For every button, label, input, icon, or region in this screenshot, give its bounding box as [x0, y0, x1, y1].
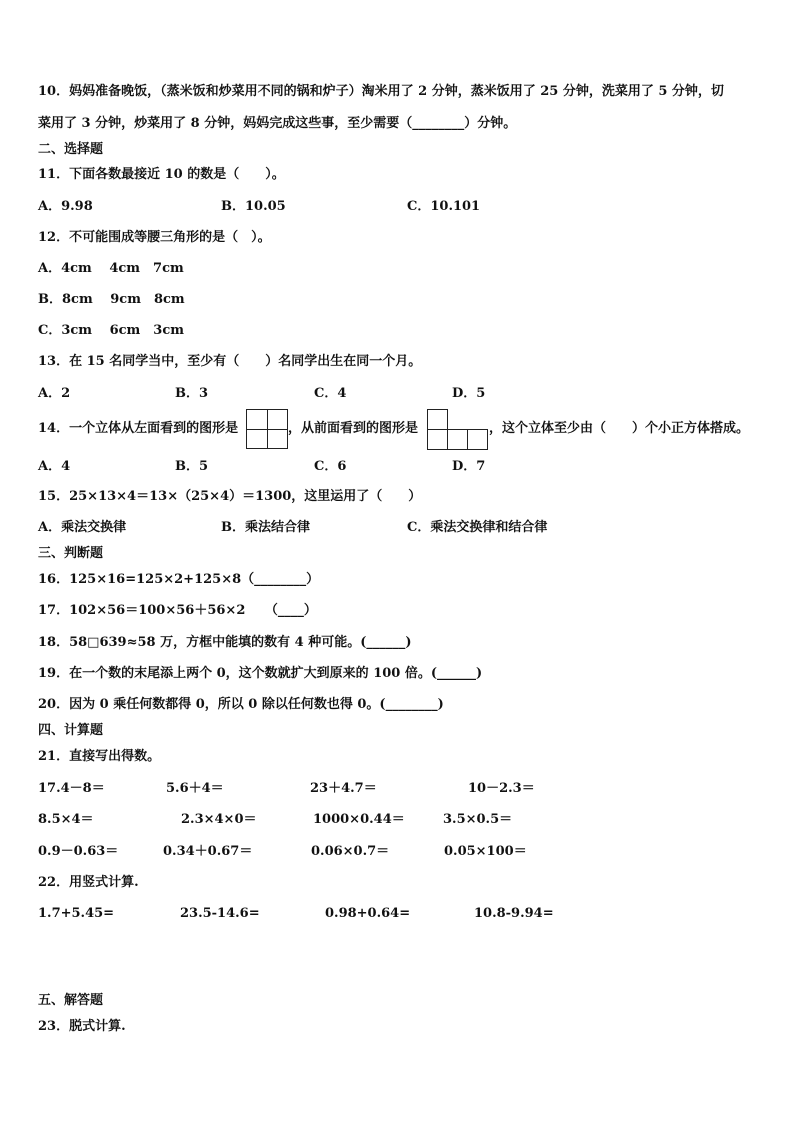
q21-item: 2.3×4×0＝ — [181, 812, 257, 827]
q16: 16．125×16=125×2+125×8（________） — [38, 572, 320, 587]
q13-option-a: A．2 — [38, 386, 71, 401]
q21-item: 0.34＋0.67＝ — [163, 844, 253, 859]
q12-option-a: A．4cm 4cm 7cm — [38, 261, 184, 276]
q21-item: 0.05×100＝ — [444, 844, 527, 859]
q21-item: 0.9－0.63＝ — [38, 844, 119, 859]
q21-stem: 21．直接写出得数。 — [38, 749, 161, 764]
q14-option-a: A．4 — [38, 459, 71, 474]
q14-option-d: D．7 — [452, 459, 486, 474]
q19: 19．在一个数的末尾添上两个 0，这个数就扩大到原来的 100 倍。(______) — [38, 666, 483, 681]
q14-option-c: C．6 — [314, 459, 347, 474]
q14-text-part1: 14．一个立体从左面看到的图形是 — [38, 421, 239, 436]
q23: 23．脱式计算. — [38, 1019, 126, 1034]
q13-option-d: D．5 — [452, 386, 486, 401]
q10-line2: 菜用了 3 分钟，炒菜用了 8 分钟，妈妈完成这些事，至少需要（________）分钟。 — [38, 116, 517, 131]
q20: 20．因为 0 乘任何数都得 0，所以 0 除以任何数也得 0。(________) — [38, 697, 444, 712]
q14-option-b: B．5 — [175, 459, 209, 474]
front-view-cell — [427, 429, 448, 450]
q15-option-c: C．乘法交换律和结合律 — [407, 520, 548, 535]
section-heading-judge: 三、判断题 — [38, 546, 104, 561]
front-view-cell — [467, 429, 488, 450]
q21-item: 1000×0.44＝ — [313, 812, 405, 827]
section-heading-choice: 二、选择题 — [38, 142, 104, 157]
q17: 17．102×56＝100×56＋56×2 （____） — [38, 603, 317, 618]
left-view-figure — [246, 409, 288, 449]
q11-stem: 11．下面各数最接近 10 的数是（ ）。 — [38, 167, 285, 182]
q21-item: 23＋4.7＝ — [310, 781, 377, 796]
q11-option-a: A．9.98 — [38, 199, 93, 214]
q13-option-b: B．3 — [175, 386, 209, 401]
q21-item: 8.5×4＝ — [38, 812, 94, 827]
q13-stem: 13．在 15 名同学当中，至少有（ ）名同学出生在同一个月。 — [38, 354, 422, 369]
section-heading-calc: 四、计算题 — [38, 723, 104, 738]
q10-line1: 10．妈妈准备晚饭，（蒸米饭和炒菜用不同的锅和炉子）淘米用了 2 分钟，蒸米饭用了 25 分钟，洗菜用了 5 分钟，切 — [38, 84, 724, 99]
q13-option-c: C．4 — [314, 386, 347, 401]
q15-stem: 15．25×13×4＝13×（25×4）＝1300，这里运用了（ ） — [38, 489, 422, 504]
section-heading-solve: 五、解答题 — [38, 993, 104, 1008]
q22-item: 1.7+5.45= — [38, 906, 115, 921]
q21-item: 17.4－8＝ — [38, 781, 105, 796]
q15-option-a: A．乘法交换律 — [38, 520, 127, 535]
q12-stem: 12．不可能围成等腰三角形的是（ ）。 — [38, 230, 271, 245]
q11-option-c: C．10.101 — [407, 199, 481, 214]
q21-item: 3.5×0.5＝ — [443, 812, 513, 827]
q21-item: 0.06×0.7＝ — [311, 844, 390, 859]
q18: 18．58□639≈58 万，方框中能填的数有 4 种可能。(______) — [38, 635, 412, 650]
q21-item: 10－2.3＝ — [468, 781, 535, 796]
q14-text-part3: ，这个立体至少由（ ）个小正方体搭成。 — [489, 421, 750, 436]
q22-stem: 22．用竖式计算. — [38, 875, 139, 890]
q22-item: 0.98+0.64= — [325, 906, 411, 921]
front-view-cell — [447, 429, 468, 450]
q11-option-b: B．10.05 — [221, 199, 286, 214]
front-view-figure — [427, 409, 487, 449]
q15-option-b: B．乘法结合律 — [221, 520, 310, 535]
q14-text-part2: ，从前面看到的图形是 — [288, 421, 419, 436]
q12-option-c: C．3cm 6cm 3cm — [38, 323, 185, 338]
q22-item: 10.8-9.94= — [474, 906, 554, 921]
front-view-cell — [427, 409, 448, 430]
q12-option-b: B．8cm 9cm 8cm — [38, 292, 185, 307]
q21-item: 5.6＋4＝ — [166, 781, 224, 796]
q22-item: 23.5-14.6= — [180, 906, 260, 921]
